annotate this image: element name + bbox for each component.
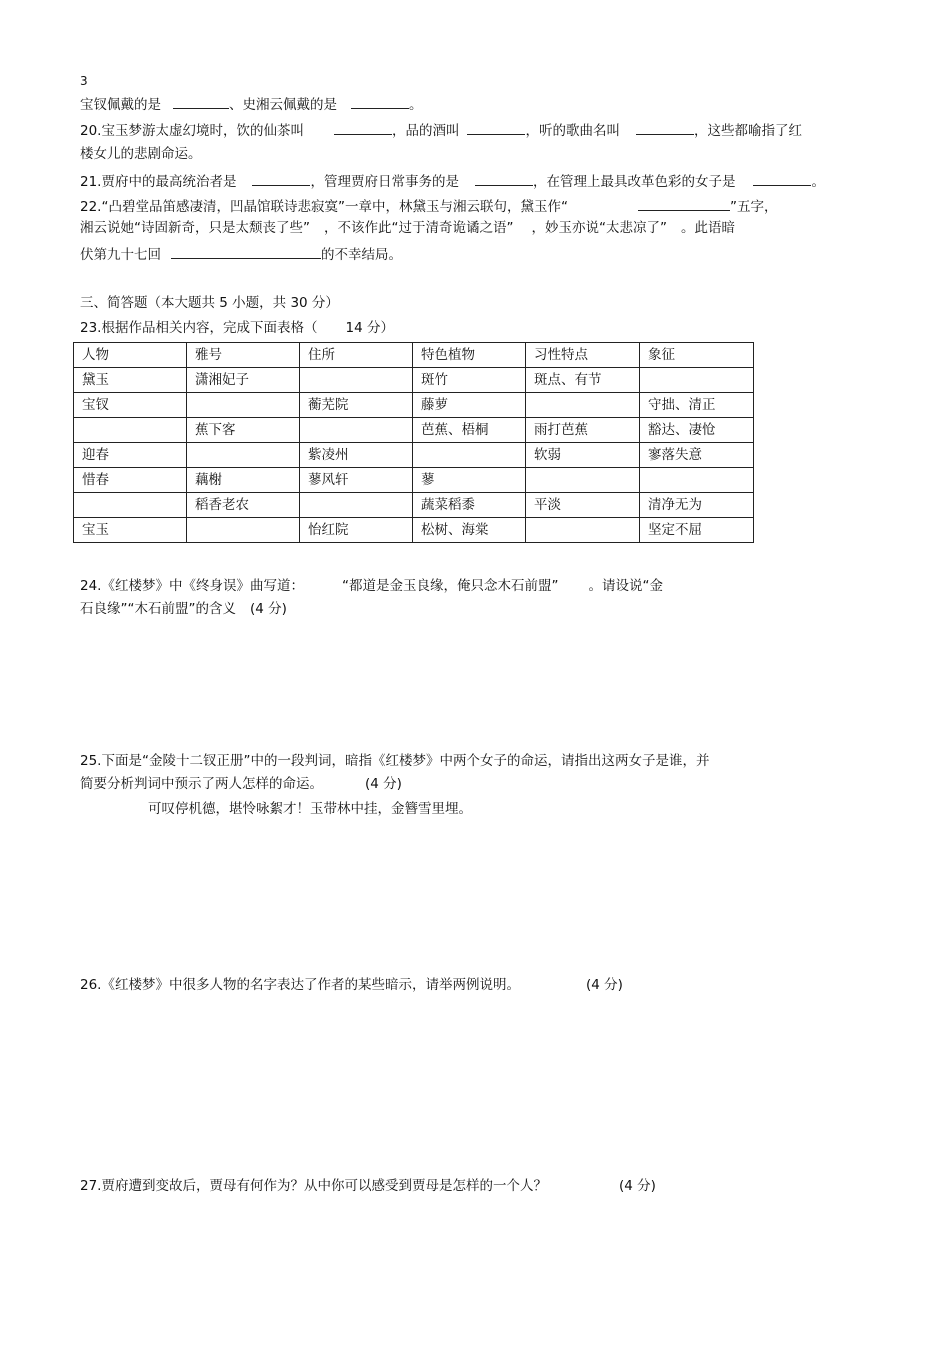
text: ，这些都喻指了红	[693, 123, 802, 139]
table-cell: 芭蕉、梧桐	[413, 418, 526, 443]
table-cell: 软弱	[526, 443, 640, 468]
text: 23.根据作品相关内容，完成下面表格（	[80, 320, 318, 336]
text: 14 分）	[345, 320, 394, 336]
table-cell[interactable]	[526, 393, 640, 418]
table-cell[interactable]	[526, 468, 640, 493]
table-cell: 蔬菜稻黍	[413, 493, 526, 518]
answer-blank[interactable]	[334, 120, 392, 135]
table-cell: 守拙、清正	[640, 393, 754, 418]
table-header-cell: 象征	[640, 343, 754, 368]
text: (4 分)	[585, 977, 623, 993]
question-24	[80, 577, 663, 595]
text: 简要分析判词中预示了两人怎样的命运。	[80, 776, 323, 792]
question-24-cont	[80, 600, 287, 618]
question-23	[80, 319, 394, 337]
table-cell[interactable]	[74, 493, 187, 518]
text: 27.贾府遭到变故后，贾母有何作为？从中你可以感受到贾母是怎样的一个人？	[80, 1178, 547, 1194]
table-cell: 宝钗	[74, 393, 187, 418]
text: (4 分)	[365, 776, 402, 792]
table-header-cell: 人物	[74, 343, 187, 368]
table-cell: 藕榭	[187, 468, 300, 493]
table-cell[interactable]	[413, 443, 526, 468]
table-cell: 怡红院	[300, 518, 413, 543]
text: 22.“凸碧堂品笛感凄清，凹晶馆联诗悲寂寞”一章中，林黛玉与湘云联句，黛玉作“	[80, 199, 568, 215]
text: 的不幸结局。	[321, 247, 402, 263]
question-25: 25.下面是“金陵十二钗正册”中的一段判词，暗指《红楼梦》中两个女子的命运，请指出这两女子是谁，并	[80, 753, 710, 769]
question-22-cont2	[80, 244, 402, 264]
text: 。此语暗	[681, 220, 735, 236]
table-cell[interactable]	[300, 418, 413, 443]
table-row	[74, 493, 754, 518]
table-cell[interactable]	[300, 368, 413, 393]
text: 湘云说她“诗固新奇，只是太颓丧了些”	[80, 220, 310, 236]
table-header-cell: 雅号	[187, 343, 300, 368]
answer-blank[interactable]	[171, 244, 321, 259]
text: (4 分)	[618, 1178, 656, 1194]
table-cell: 蓼风轩	[300, 468, 413, 493]
table-cell: 豁达、凄怆	[640, 418, 754, 443]
text: ，妙玉亦说“太悲凉了”	[531, 220, 667, 236]
table-cell[interactable]	[640, 368, 754, 393]
question-26	[80, 976, 623, 994]
table-cell: 紫凌州	[300, 443, 413, 468]
question-25-cont	[80, 775, 402, 793]
text: “都道是金玉良缘，俺只念木石前盟”	[341, 578, 559, 594]
question-21	[80, 171, 825, 191]
answer-blank[interactable]	[351, 94, 409, 109]
table-cell[interactable]	[187, 443, 300, 468]
text: (4 分)	[249, 601, 287, 617]
table-row	[74, 368, 754, 393]
table-cell: 蘅芜院	[300, 393, 413, 418]
table-header-cell: 住所	[300, 343, 413, 368]
table-cell[interactable]	[187, 518, 300, 543]
text: ，管理贾府日常事务的是	[310, 174, 459, 190]
answer-blank[interactable]	[475, 171, 533, 186]
question-22	[80, 196, 777, 216]
text: 21.贾府中的最高统治者是	[80, 174, 237, 190]
table-cell: 斑竹	[413, 368, 526, 393]
text: 26.《红楼梦》中很多人物的名字表达了作者的某些暗示，请举两例说明。	[80, 977, 520, 993]
answer-blank[interactable]	[467, 120, 525, 135]
answer-blank[interactable]	[252, 171, 310, 186]
table-cell: 平淡	[526, 493, 640, 518]
text: ，品的酒叫	[391, 123, 460, 139]
table-cell: 清净无为	[640, 493, 754, 518]
answer-blank[interactable]	[753, 171, 811, 186]
text: 24.《红楼梦》中《终身误》曲写道：	[80, 578, 304, 594]
question-20	[80, 120, 802, 140]
table-cell: 黛玉	[74, 368, 187, 393]
question-20-cont: 楼女儿的悲剧命运。	[80, 146, 202, 162]
table-cell: 松树、海棠	[413, 518, 526, 543]
table-cell: 潇湘妃子	[187, 368, 300, 393]
answer-blank[interactable]	[173, 94, 229, 109]
text: 。	[811, 174, 825, 190]
text: 20.宝玉梦游太虚幻境时，饮的仙茶叫	[80, 123, 304, 139]
question-22-cont	[80, 219, 735, 237]
table-cell: 坚定不屈	[640, 518, 754, 543]
fill-line-q19	[80, 94, 423, 114]
text: ”五字，	[729, 199, 778, 215]
table-cell: 雨打芭蕉	[526, 418, 640, 443]
answer-area-26[interactable]	[80, 1000, 860, 1165]
text: 石良缘”“木石前盟”的含义	[80, 601, 236, 617]
table-cell[interactable]	[640, 468, 754, 493]
table-row	[74, 418, 754, 443]
section-title: 三、简答题（本大题共 5 小题，共 30 分）	[80, 295, 339, 311]
table-header-cell: 习性特点	[526, 343, 640, 368]
text: 。请设说“金	[588, 578, 663, 594]
answer-blank[interactable]	[636, 120, 694, 135]
table-row	[74, 393, 754, 418]
answer-area-24[interactable]	[80, 625, 860, 745]
table-cell: 迎春	[74, 443, 187, 468]
table-cell: 寥落失意	[640, 443, 754, 468]
text: 。	[409, 97, 423, 113]
table-cell: 稻香老农	[187, 493, 300, 518]
page-number: 3	[80, 74, 88, 88]
character-table	[73, 342, 754, 543]
question-27	[80, 1177, 656, 1195]
table-cell: 蕉下客	[187, 418, 300, 443]
table-cell: 惜春	[74, 468, 187, 493]
table-header-row	[74, 343, 754, 368]
table-cell[interactable]	[526, 518, 640, 543]
answer-area-25[interactable]	[80, 825, 860, 965]
text: 、史湘云佩戴的是	[229, 97, 337, 113]
text: ，不该作此“过于清奇诡谲之语”	[324, 220, 514, 236]
table-cell[interactable]	[187, 393, 300, 418]
table-cell[interactable]	[300, 493, 413, 518]
text: ，在管理上最具改革色彩的女子是	[532, 174, 736, 190]
verdict-poem: 可叹停机德，堪怜咏絮才！玉带林中挂，金簪雪里埋。	[148, 801, 472, 817]
table-cell: 宝玉	[74, 518, 187, 543]
table-header-cell: 特色植物	[413, 343, 526, 368]
table-cell: 藤萝	[413, 393, 526, 418]
table-cell[interactable]	[74, 418, 187, 443]
table-row	[74, 518, 754, 543]
answer-area-27[interactable]	[80, 1202, 860, 1322]
table-cell: 蓼	[413, 468, 526, 493]
table-cell: 斑点、有节	[526, 368, 640, 393]
table-row	[74, 443, 754, 468]
text: ，听的歌曲名叫	[525, 123, 620, 139]
answer-blank[interactable]	[638, 196, 730, 211]
text: 宝钗佩戴的是	[80, 97, 161, 113]
table-row	[74, 468, 754, 493]
text: 伏第九十七回	[80, 247, 161, 263]
